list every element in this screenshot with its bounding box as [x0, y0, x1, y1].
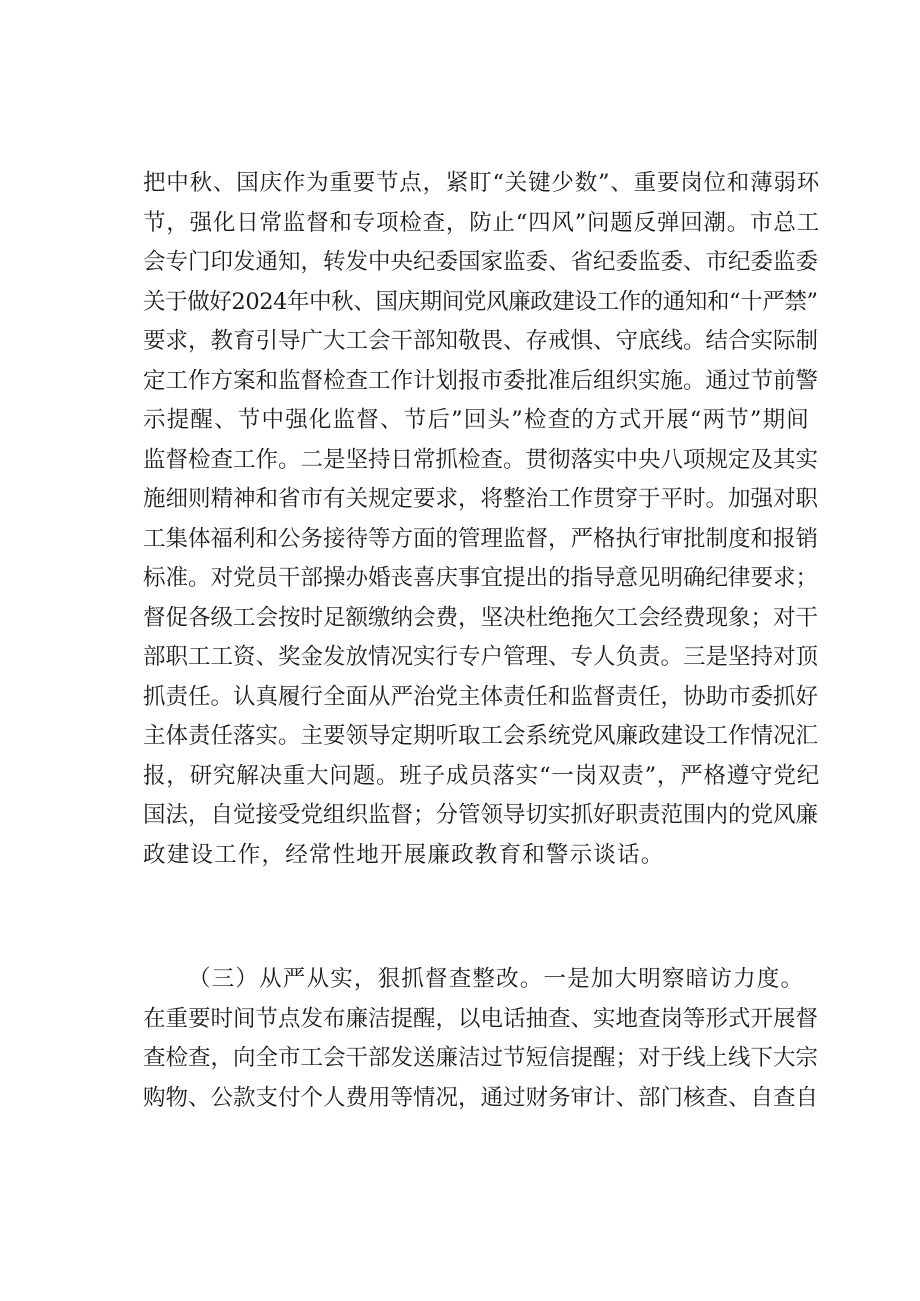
text-line: 在重要时间节点发布廉洁提醒，以电话抽查、实地查岗等形式开展督 — [143, 1005, 819, 1032]
text-line: 主体责任落实。主要领导定期听取工会系统党风廉政建设工作情况汇 — [143, 723, 819, 749]
section-heading-line: （三）从严从实，狠抓督查整改。一是加大明察暗访力度。 — [188, 966, 805, 992]
text-line: 节，强化日常监督和专项检查，防止“四风”问题反弹回潮。市总工 — [143, 209, 821, 236]
text-line: 督促各级工会按时足额缴纳会费，坚决杜绝拖欠工会经费现象；对干 — [143, 604, 819, 631]
text-line: 示提醒、节中强化监督、节后”回头”检查的方式开展“两节”期间 — [143, 407, 811, 433]
text-line: 要求，教育引导广大工会干部知敬畏、存戒惧、守底线。结合实际制 — [143, 328, 819, 354]
text-line: 定工作方案和监督检查工作计划报市委批准后组织实施。通过节前警 — [143, 367, 819, 394]
text-line: 国法，自觉接受党组织监督；分管领导切实抓好职责范围内的党风廉 — [143, 802, 819, 828]
text-line: 抓责任。认真履行全面从严治党主体责任和监督责任，协助市委抓好 — [143, 683, 819, 710]
text-line: 监督检查工作。二是坚持日常抓检查。贯彻落实中央八项规定及其实 — [143, 446, 819, 473]
text-line: 部职工工资、奖金发放情况实行专户管理、专人负责。三是坚持对顶 — [143, 644, 819, 670]
text-line: 工集体福利和公务接待等方面的管理监督，严格执行审批制度和报销 — [143, 525, 819, 552]
text-line: 购物、公款支付个人费用等情况，通过财务审计、部门核查、自查自 — [143, 1084, 819, 1111]
text-line: 把中秋、国庆作为重要节点，紧盯“关键少数”、重要岗位和薄弱环 — [143, 170, 821, 196]
text-line: 政建设工作，经常性地开展廉政教育和警示谈话。 — [143, 841, 665, 868]
text-line: 关于做好2024年中秋、国庆期间党风廉政建设工作的通知和“十严禁” — [143, 288, 818, 315]
paragraph-1 — [143, 164, 823, 875]
text-line: 会专门印发通知，转发中央纪委国家监委、省纪委监委、市纪委监委 — [143, 249, 819, 275]
text-line: 报，研究解决重大问题。班子成员落实“一岗双责”，严格遵守党纪 — [143, 762, 821, 789]
paragraph-2 — [143, 960, 823, 1118]
text-line: 查检查，向全市工会干部发送廉洁过节短信提醒；对于线上线下大宗 — [143, 1045, 819, 1071]
text-line: 施细则精神和省市有关规定要求，将整治工作贯穿于平时。加强对职 — [143, 486, 819, 512]
text-line: 标准。对党员干部操办婚丧喜庆事宜提出的指导意见明确纪律要求； — [143, 565, 819, 591]
